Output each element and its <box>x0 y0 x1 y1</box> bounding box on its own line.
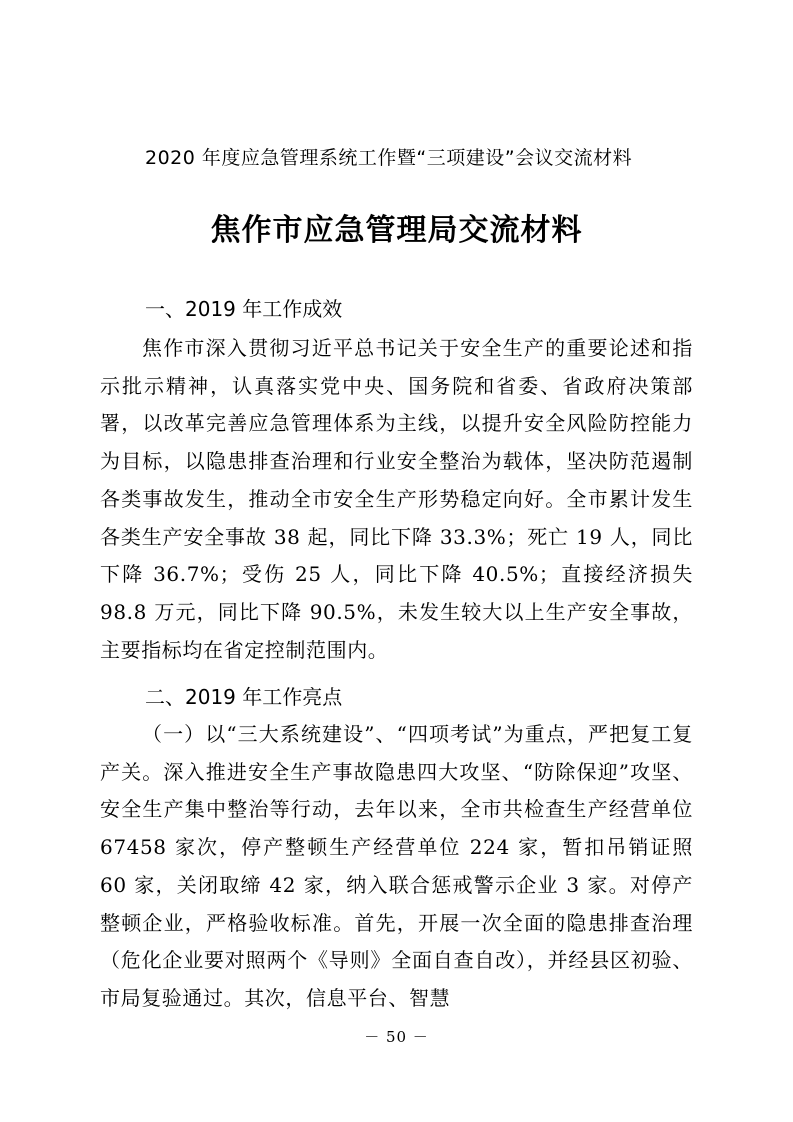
document-title: 焦作市应急管理局交流材料 <box>210 213 583 248</box>
section-paragraph-achievements: 焦作市深入贯彻习近平总书记关于安全生产的重要论述和指示批示精神，认真落实党中央、国务院和省委、省政府决策部署，以改革完善应急管理体系为主线，以提升安全风险防控能力为目标，以隐患排查治理和行业安全整治为载体，坚决防范遏制各类事故发生，推动全市安全生产形势稳定向好。全市累计发生各类生产安全事故 38 起，同比下降 33.3%；死亡 19 人，同比下降 36.7%；受伤 25 人，同比下降 40.5%；直接经济损失 98.8 万元，同比下降 90.5%，未发生较大以上生产安全事故，主要指标均在省定控制范围内。 <box>100 336 693 662</box>
section-paragraph-highlights: （一）以“三大系统建设”、“四项考试”为重点，严把复工复产关。深入推进安全生产事故隐患四大攻坚、“防除保迎”攻坚、安全生产集中整治等行动，去年以来，全市共检查生产经营单位 67458 家次，停产整顿生产经营单位 224 家，暂扣吊销证照 60 家，关闭取缔 42 家，纳入联合惩戒警示企业 3 家。对停产整顿企业，严格验收标准。首先，开展一次全面的隐患排查治理（危化企业要对照两个《导则》全面自查自改），并经县区初验、市局复验通过。其次，信息平台、智慧 <box>100 722 693 1010</box>
document-header-line: 2020 年度应急管理系统工作暨“三项建设”会议交流材料 <box>145 147 633 169</box>
section-heading-achievements: 一、2019 年工作成效 <box>145 297 343 321</box>
page-number: － 50 － <box>364 1028 429 1046</box>
section-heading-highlights: 二、2019 年工作亮点 <box>145 685 343 709</box>
